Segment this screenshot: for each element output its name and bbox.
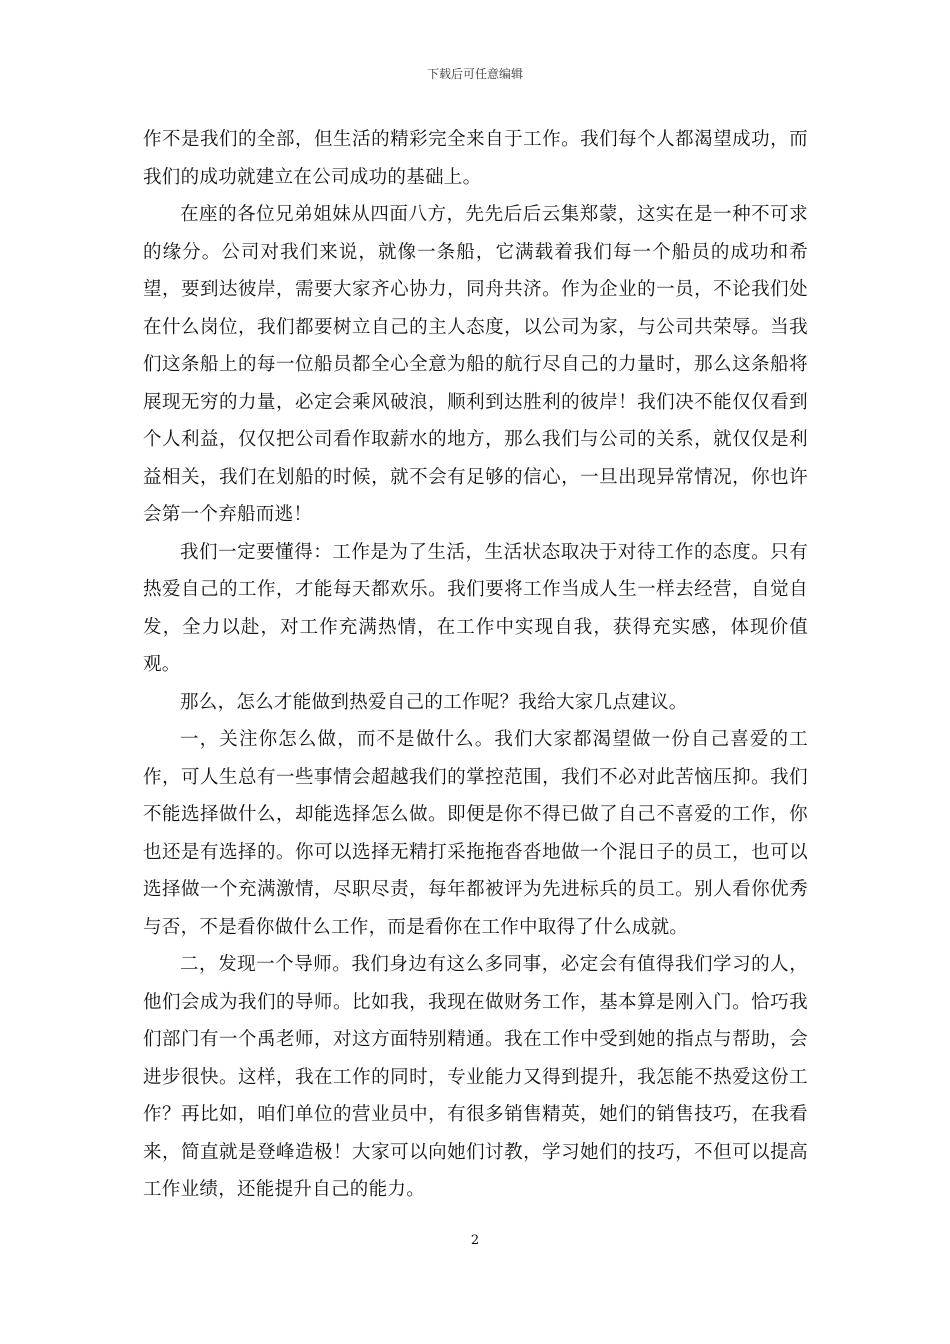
paragraph: 那么，怎么才能做到热爱自己的工作呢？我给大家几点建议。	[180, 691, 688, 713]
paragraph-point-one: 一，关注你怎么做，而不是做什么。我们大家都渴望做一份自己喜爱的工作，可人生总有一些事情会超越我们的掌控范围，我们不必对此苦恼压抑。我们不能选择做什么，却能选择怎么做。即便是你不得已做了自己不喜爱的工作，你也还是有选择的。你可以选择无精打采拖拖沓沓地做一个混日子的员工，也可以选择做一个充满激情，尽职尽责，每年都被评为先进标兵的员工。别人看你优秀与否，不是看你做什么工作，而是看你在工作中取得了什么成就。	[143, 729, 808, 938]
document-body	[143, 121, 808, 1209]
paragraph: 我们一定要懂得：工作是为了生活，生活状态取决于对待工作的态度。只有热爱自己的工作，才能每天都欢乐。我们要将工作当成人生一样去经营，自觉自发，全力以赴，对工作充满热情，在工作中实现自我，获得充实感，体现价值观。	[143, 541, 808, 675]
paragraph-continued: 作不是我们的全部，但生活的精彩完全来自于工作。我们每个人都渴望成功，而我们的成功就建立在公司成功的基础上。	[143, 129, 808, 188]
paragraph: 在座的各位兄弟姐妹从四面八方，先先后后云集郑蒙，这实在是一种不可求的缘分。公司对我们来说，就像一条船，它满载着我们每一个船员的成功和希望，要到达彼岸，需要大家齐心协力，同舟共济。作为企业的一员，不论我们处在什么岗位，我们都要树立自己的主人态度，以公司为家，与公司共荣辱。当我们这条船上的每一位船员都全心全意为船的航行尽自己的力量时，那么这条船将展现无穷的力量，必定会乘风破浪，顺利到达胜利的彼岸！我们决不能仅仅看到个人利益，仅仅把公司看作取薪水的地方，那么我们与公司的关系，就仅仅是利益相关，我们在划船的时候，就不会有足够的信心，一旦出现异常情况，你也许会第一个弃船而逃！	[143, 204, 808, 525]
page-number: 2	[470, 1233, 480, 1248]
page-header: 下载后可任意编辑	[426, 67, 523, 81]
paragraph-point-two: 二，发现一个导师。我们身边有这么多同事，必定会有值得我们学习的人，他们会成为我们的导师。比如我，我现在做财务工作，基本算是刚入门。恰巧我们部门有一个禹老师，对这方面特别精通。我在工作中受到她的指点与帮助，会进步很快。这样，我在工作的同时，专业能力又得到提升，我怎能不热爱这份工作？再比如，咱们单位的营业员中，有很多销售精英，她们的销售技巧，在我看来，简直就是登峰造极！大家可以向她们讨教，学习她们的技巧，不但可以提高工作业绩，还能提升自己的能力。	[143, 954, 808, 1200]
